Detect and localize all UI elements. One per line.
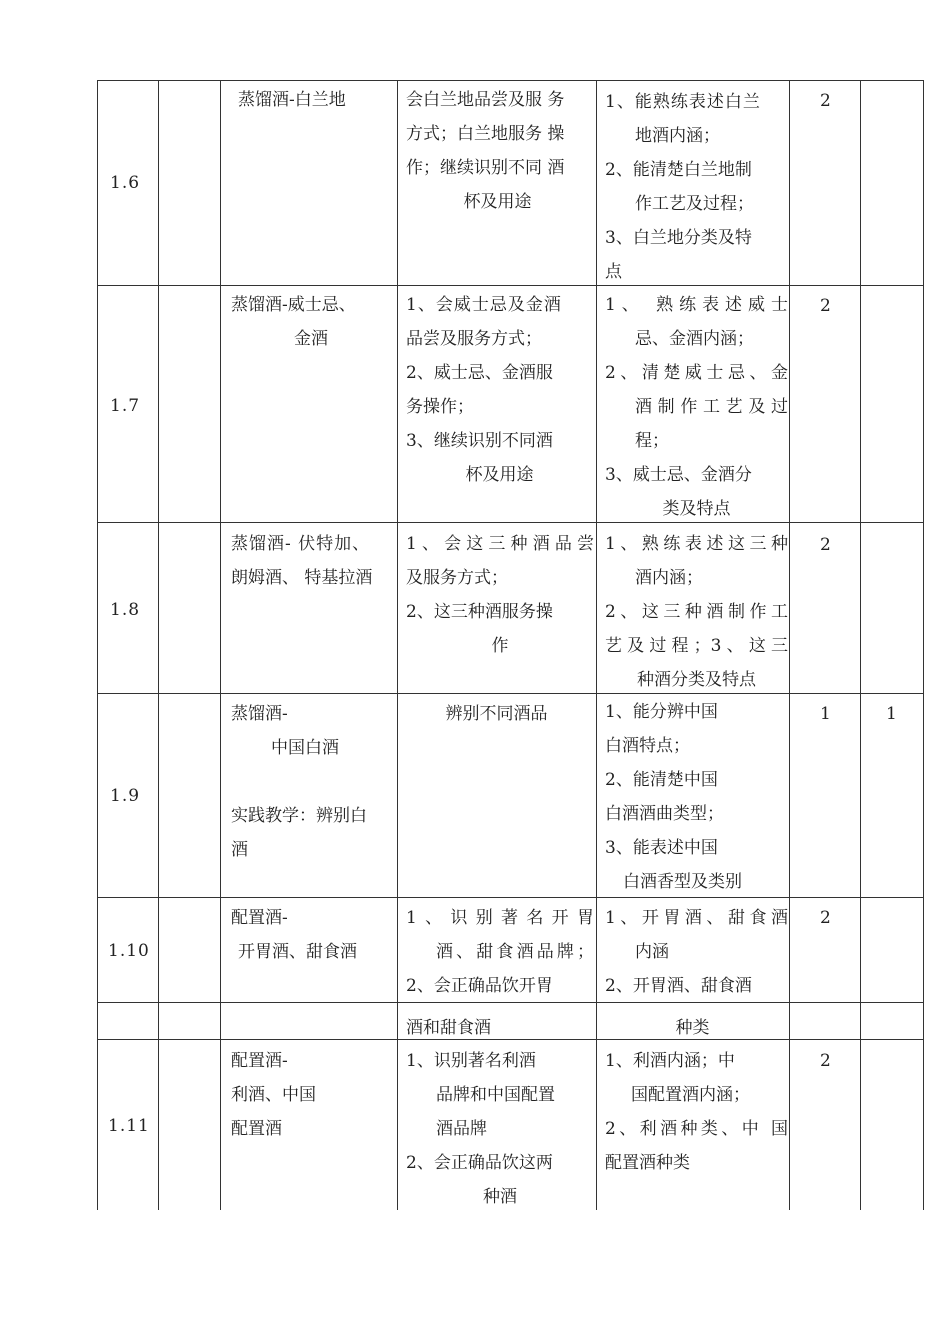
skills-line: 种酒: [483, 1187, 517, 1207]
knowledge-line: 3、威士忌、金酒分: [605, 465, 752, 485]
knowledge-line: 2、利酒种类、中 国: [605, 1119, 788, 1139]
column-border: [397, 80, 398, 1210]
knowledge-line: 3、能表述中国: [605, 838, 718, 858]
topic-line: 金酒: [294, 329, 328, 349]
skills-line: 方式；白兰地服务 操: [406, 124, 565, 144]
topic-line: 蒸馏酒-威士忌、: [231, 295, 356, 315]
topic-line: 开胃酒、甜食酒: [238, 942, 357, 962]
skills-line: 2、这三种酒服务操: [406, 602, 553, 622]
knowledge-line: 种酒分类及特点: [637, 670, 756, 690]
topic-line: 实践教学：辨别白: [231, 806, 367, 826]
knowledge-line: 内涵: [635, 942, 669, 962]
hours-value: 2: [820, 296, 832, 316]
topic-cell: [231, 697, 391, 867]
skills-line: 3、继续识别不同酒: [406, 431, 553, 451]
skills-line: 1、会威士忌及金酒: [406, 295, 562, 315]
topic-line: 酒: [231, 840, 248, 860]
topic-line: 蒸馏酒-: [231, 704, 288, 724]
knowledge-line: 2、这三种酒制作工: [605, 602, 788, 622]
knowledge-line: 3、白兰地分类及特: [605, 228, 752, 248]
knowledge-cell: [596, 1011, 789, 1045]
skills-line: 作: [491, 636, 509, 656]
hours-value: 2: [820, 908, 832, 928]
knowledge-line: 白酒特点；: [605, 736, 690, 756]
row-number: 1.11: [108, 1116, 150, 1136]
knowledge-line: 2、开胃酒、甜食酒: [605, 976, 752, 996]
skills-line: 1、会这三种酒品尝: [406, 534, 594, 554]
skills-line: 2、威士忌、金酒服: [406, 363, 553, 383]
topic-cell: [231, 901, 391, 969]
skills-line: 2、会正确品饮这两: [406, 1153, 553, 1173]
skills-cell: [406, 288, 593, 492]
skills-line: 酒、甜食酒品牌；: [436, 942, 594, 962]
knowledge-line: 2、能清楚白兰地制: [605, 160, 752, 180]
skills-line: 务操作；: [406, 397, 474, 417]
knowledge-line: 作工艺及过程；: [635, 194, 754, 214]
skills-line: 作；继续识别不同 酒: [406, 158, 565, 178]
topic-line: 利酒、中国: [231, 1085, 316, 1105]
knowledge-line: 1、 熟练表述威士: [605, 295, 788, 315]
knowledge-line: 种类: [675, 1018, 710, 1038]
knowledge-line: 白酒香型及类别: [623, 872, 742, 892]
topic-line: 配置酒-: [231, 1051, 288, 1071]
skills-line: 2、会正确品饮开胃: [406, 976, 553, 996]
skills-line: 杯及用途: [465, 465, 534, 485]
knowledge-line: 1、开胃酒、甜食酒: [605, 908, 788, 928]
skills-line: 辨别不同酒品: [445, 704, 548, 724]
knowledge-cell: [605, 288, 788, 526]
topic-line: 中国白酒: [271, 738, 339, 758]
knowledge-cell: [605, 85, 787, 289]
hours-value: 2: [820, 91, 832, 111]
column-border: [923, 80, 924, 1210]
topic-line: [231, 765, 391, 799]
column-border: [789, 80, 790, 1210]
skills-line: 酒品牌: [436, 1119, 487, 1139]
knowledge-line: 2、能清楚中国: [605, 770, 718, 790]
topic-line: 配置酒-: [231, 908, 288, 928]
skills-cell: [406, 83, 589, 219]
column-border: [97, 80, 98, 1210]
skills-cell: [406, 901, 594, 1003]
row-number: 1.8: [110, 600, 141, 620]
skills-cell: [406, 1011, 594, 1045]
skills-line: 品牌和中国配置: [436, 1085, 555, 1105]
topic-line: 蒸馏酒- 伏特加、: [231, 534, 371, 554]
knowledge-cell: [605, 901, 788, 1003]
topic-cell: [231, 527, 393, 595]
skills-line: 1、识别著名开胃: [406, 908, 594, 928]
knowledge-line: 类及特点: [662, 499, 731, 519]
hours-value: 1: [820, 704, 832, 724]
skills-line: 杯及用途: [463, 192, 532, 212]
practice-hours-value: 1: [886, 704, 898, 724]
skills-cell: [406, 1044, 594, 1214]
column-border: [158, 80, 159, 1210]
knowledge-line: 配置酒种类: [605, 1153, 690, 1173]
topic-cell: [238, 83, 346, 117]
knowledge-line: 忌、金酒内涵；: [635, 329, 754, 349]
knowledge-line: 程；: [635, 431, 669, 451]
knowledge-line: 1、能熟练表述白兰: [605, 92, 761, 112]
skills-line: 1、识别著名利酒: [406, 1051, 536, 1071]
knowledge-cell: [605, 527, 788, 697]
row-number: 1.6: [110, 173, 141, 193]
knowledge-line: 酒制作工艺及过: [635, 397, 788, 417]
knowledge-line: 1、熟练表述这三种: [605, 534, 788, 554]
skills-cell: [406, 527, 594, 663]
skills-line: 及服务方式；: [406, 568, 508, 588]
knowledge-line: 点: [605, 262, 622, 282]
knowledge-cell: [605, 1044, 788, 1180]
column-border: [860, 80, 861, 1210]
knowledge-line: 1、能分辨中国: [605, 702, 718, 722]
row-number: 1.7: [110, 396, 141, 416]
skills-line: 会白兰地品尝及服 务: [406, 90, 565, 110]
column-border: [220, 80, 221, 1210]
knowledge-cell: [605, 695, 788, 899]
knowledge-line: 艺及过程；3、这三: [605, 636, 788, 656]
topic-line: 朗姆酒、 特基拉酒: [231, 568, 373, 588]
skills-cell: [397, 697, 596, 731]
hours-value: 2: [820, 1051, 832, 1071]
hours-value: 2: [820, 535, 832, 555]
topic-line: 蒸馏酒-白兰地: [238, 90, 346, 110]
skills-line: 品尝及服务方式；: [406, 329, 542, 349]
row-number: 1.9: [110, 786, 141, 806]
knowledge-line: 地酒内涵；: [635, 126, 720, 146]
knowledge-line: 1、利酒内涵；中: [605, 1051, 735, 1071]
topic-cell: [231, 1044, 391, 1146]
topic-cell: [231, 288, 391, 356]
knowledge-line: 国配置酒内涵；: [631, 1085, 750, 1105]
row-number: 1.10: [108, 941, 150, 961]
knowledge-line: 酒内涵；: [635, 568, 703, 588]
knowledge-line: 2、清楚威士忌、金: [605, 363, 788, 383]
topic-line: 配置酒: [231, 1119, 282, 1139]
skills-line: 酒和甜食酒: [406, 1018, 491, 1038]
knowledge-line: 白酒酒曲类型；: [605, 804, 724, 824]
